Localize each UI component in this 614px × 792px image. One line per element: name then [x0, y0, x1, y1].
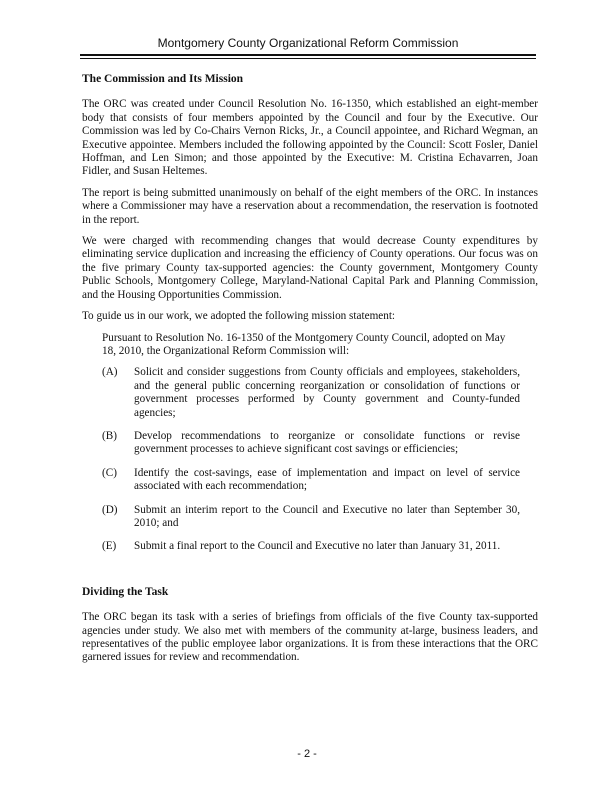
- mission-item-text: Submit an interim report to the Council and Executive no later than September 30, 2010; and: [134, 503, 520, 529]
- mission-item: [102, 467, 520, 494]
- header-rule: [80, 54, 536, 56]
- mission-statement: [102, 332, 520, 554]
- paragraph-orc-creation: The ORC was created under Council Resolution No. 16-1350, which established an eight-member body that consists of four members appointed by the Council and four by the Executive. Our Commission was led by Co-Chairs Vernon Ricks, Jr., a Council appointee, and Richard Wegman, an Executive appointee. Members included the following appointed by the Council: Scott Fosler, Daniel Hoffman, and Len Simon; and those appointed by the Executive: M. Cristina Echavarren, Joan Fidler, and Susan Heltemes.: [82, 98, 538, 178]
- mission-item-text: Solicit and consider suggestions from County officials and employees, stakeholders, and the general public concerning reorganization or consolidation of functions or government processes performed by County government and County-funded agencies;: [134, 366, 520, 419]
- paragraph-charge: We were charged with recommending changes that would decrease County expenditures by eliminating service duplication and increasing the efficiency of County operations. Our focus was on the five primary County tax-supported agencies: the County government, Montgomery County Public Schools, Montgomery College, Maryland-National Capital Park and Planning Commission, and the Housing Opportunities Commission.: [82, 235, 538, 301]
- page-number: - 2 -: [297, 748, 317, 760]
- section-heading-mission: The Commission and Its Mission: [82, 73, 244, 85]
- mission-item-label: (C): [102, 466, 117, 479]
- running-header: Montgomery County Organizational Reform Commission: [157, 36, 459, 50]
- paragraph-briefings: The ORC began its task with a series of briefings from officials of the five County tax-supported agencies under study. We also met with members of the community at-large, business leaders, and representatives of the public employee labor organizations. It is from these interactions that the ORC garnered issues for review and recommendation.: [82, 611, 538, 664]
- mission-item: [102, 504, 520, 531]
- paragraph-unanimous-report: The report is being submitted unanimously on behalf of the eight members of the ORC. In instances where a Commissioner may have a reservation about a recommendation, the reservation is footnoted in the report.: [82, 186, 538, 226]
- mission-item-text: Develop recommendations to reorganize or consolidate functions or revise government processes to achieve significant cost savings or efficiencies;: [134, 429, 520, 456]
- mission-item-label: (D): [102, 503, 118, 516]
- mission-item: [102, 366, 520, 420]
- section-spacer: [82, 564, 538, 586]
- mission-item-label: (A): [102, 366, 118, 379]
- body-text: [82, 73, 538, 673]
- mission-item: [102, 430, 520, 457]
- mission-item-label: (B): [102, 429, 117, 442]
- section-heading-dividing-task: Dividing the Task: [82, 585, 169, 598]
- mission-item-text: Submit a final report to the Council and Executive no later than January 31, 2011.: [134, 540, 501, 553]
- mission-item-text: Identify the cost-savings, ease of implementation and impact on level of service associated with each recommendation;: [134, 466, 520, 493]
- header-rule-thin: [80, 58, 536, 59]
- mission-item-label: (E): [102, 540, 117, 553]
- mission-item: [102, 540, 520, 553]
- paragraph-mission-lead-in: To guide us in our work, we adopted the following mission statement:: [82, 310, 396, 323]
- mission-intro: Pursuant to Resolution No. 16-1350 of the Montgomery County Council, adopted on May 18, 2010, the Organizational Reform Commission will:: [102, 331, 506, 357]
